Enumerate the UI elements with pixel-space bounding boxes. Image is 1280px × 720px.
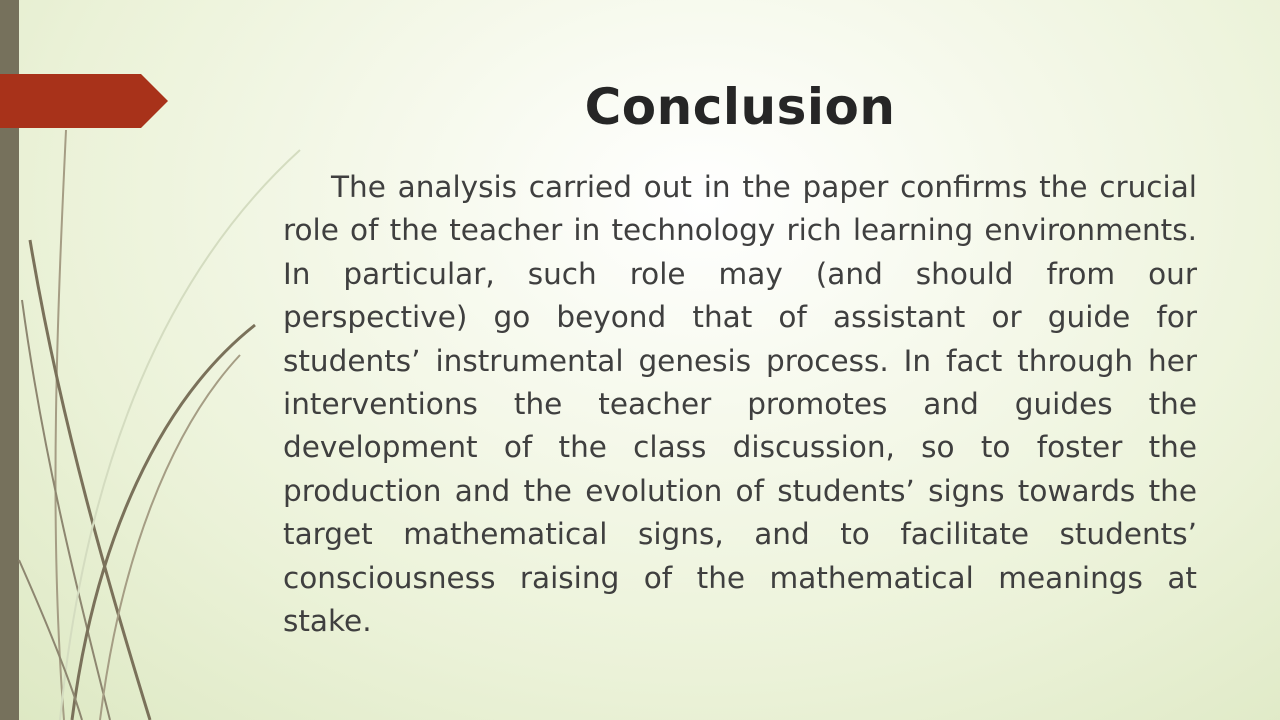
title-accent-tab [0, 74, 168, 128]
slide-body-paragraph: The analysis carried out in the paper confirms the crucial role of the teacher in technology rich learning environments. In particular, such role may (and should from our perspective) go beyond that of assistant or guide for students’ instrumental genesis process. In fact through her interventions the teacher promotes and guides the development of the class discussion, so to foster the production and the evolution of students’ signs towards the target mathematical signs, and to facilitate students’ consciousness raising of the mathematical meanings at stake. [283, 170, 1197, 639]
slide-title: Conclusion [584, 78, 896, 136]
